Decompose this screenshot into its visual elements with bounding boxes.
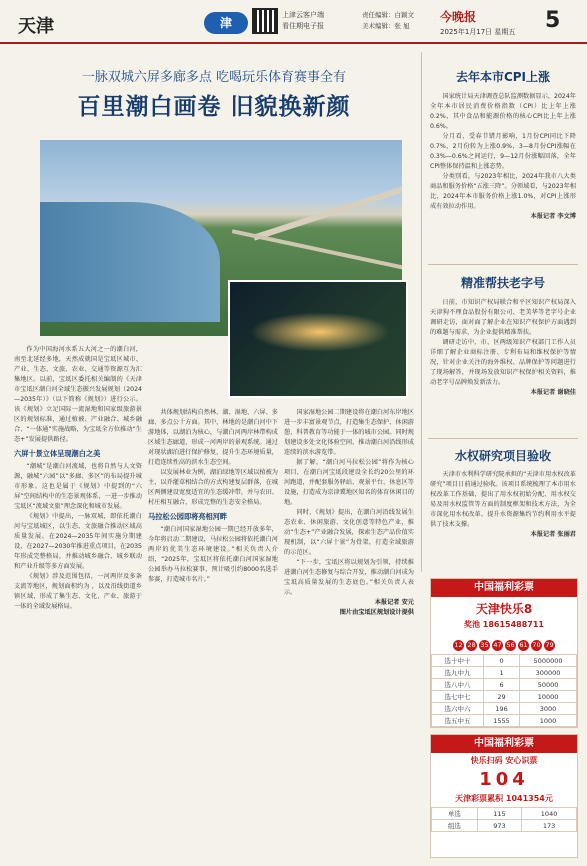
table-cell: 5000000 <box>520 655 577 667</box>
paragraph: 以发展林业为例，湖泊绿地等区域以植被为主，以乔灌草相结合的方式构建复层群落，在城区两侧建设宽度适宜的生态缓冲带，并与农田、村庄相互融合，形成完整的生态安全格局。 <box>148 469 278 506</box>
qr-caption-line2: 看住期电子报 <box>282 22 324 30</box>
jackpot-amount: 奖池 18615488711 <box>463 620 544 629</box>
table-cell: 选五中五 <box>432 715 484 727</box>
paragraph: 调研走访中，市、区两级知识产权部门工作人员详细了解企业商标注册、专利布局和维权保护等情况，针对企业关注的海外维权、品牌保护等问题进行了现场解答，并现场发放知识产权保护相关资料，推动老字号品牌焕发新活力。 <box>430 339 576 386</box>
article-column-1 <box>14 345 142 850</box>
article-headline: 百里潮白画卷 旧貌换新颜 <box>77 94 351 120</box>
article-byline: 本报记者 张丽君 <box>530 531 576 538</box>
welfare-lottery-logo: 中国福利彩票 <box>431 735 577 753</box>
table-row <box>432 703 577 715</box>
table-cell: 29 <box>483 691 519 703</box>
sidebar-article-cpi <box>430 92 576 260</box>
table-cell: 50000 <box>520 679 577 691</box>
section-rule <box>428 438 578 439</box>
sidebar-title-water: 水权研究项目验收 <box>454 449 551 463</box>
number-ball: 47 <box>493 641 502 649</box>
paragraph: 同时，《规划》提出，在潮白河沿线发展生态农业、休闲旅游、文化创意等特色产业，推动“生态+”产业融合发展，探索生态产品价值实现机制，以“六屏十景”为骨架，打造全域旅游的示范区。 <box>284 509 414 556</box>
page-number: 5 <box>545 8 561 33</box>
paragraph: 作为中国海河水系五大河之一的潮白河，南至北延经多地，天然成就国是宝坻区城市、产业、生态、文旅、农业、交通等资源互为汇集地区。以前，宝坻区委托相关编制的《天津市宝坻区潮白河全域生态振兴发展规划（2024—2035年）》（以下简称《规划》）进行公示。该《规划》立足国际一流湿地和国家级旅游景区的规划标准，通过植被、产业融合、城乡融合、“一体通”实施战略，为宝坻全方位推动“生态+”发展提供路径。 <box>14 346 142 443</box>
table-cell: 单选 <box>432 808 478 820</box>
paragraph: “下一步，宝坻区将以规划为引领，持续推进潮白河生态修复与综合开发，推动潮白河成为宝坻高质量发展的生态底色。”相关负责人表示。 <box>284 559 414 596</box>
welfare-lottery-logo: 中国福利彩票 <box>431 579 577 597</box>
night-scene-photo <box>228 280 408 398</box>
lottery-ad-keno[interactable] <box>430 578 578 728</box>
lottery-slogan: 快乐扫码 安心识票 <box>470 756 538 765</box>
lottery-ad-3d[interactable] <box>430 734 578 858</box>
jackpot-amount: 天津彩票累积 1041354元 <box>455 794 553 803</box>
number-ball: 35 <box>480 641 489 649</box>
number-ball: 28 <box>467 641 476 649</box>
table-cell: 选十中十 <box>432 655 484 667</box>
article-byline: 本报记者 李文博 <box>530 213 576 220</box>
table-row <box>432 715 577 727</box>
qr-caption <box>282 10 324 32</box>
paragraph: 《规划》涉及范围包括，一河两岸及多条支流等地区，规划面积约为 ，以及沿线街道乡镇区域，形成了集生态、文化、产业、旅游于一体的全域发展格局。 <box>14 573 142 610</box>
road-shape <box>253 185 402 240</box>
sidebar-article-brand <box>430 298 576 418</box>
article-byline: 本报记者 安元 <box>374 599 414 606</box>
table-cell: 6 <box>483 679 519 691</box>
table-cell: 0 <box>483 655 519 667</box>
photo-credit: 图片由宝坻区规划设计提供 <box>339 609 414 616</box>
river-shape <box>40 202 220 322</box>
article-kicker: 一脉双城六屏多廊多点 吃喝玩乐体育赛事全有 <box>81 70 347 85</box>
paragraph: “潮城”是潮白河流域，也将自然与人文资源，融城“六园”以“多廊、多区”的布局提升城市形象。这也是属于《规划》中提到的“六屏”空间结构中的生态景观体系，一进一步推动宝坻区“流域文旅”理念深化和城市发展。 <box>14 463 142 510</box>
section-city: 天津 <box>18 16 54 37</box>
paragraph: 据了解，“潮白河马拉松公园”将作为核心项目，在潮白河宝坻段建设全长约20公里的环河跑道，并配套服务驿站、观景平台、休息区等设施，打造成为京津冀地区知名的体育休闲目的地。 <box>284 459 414 506</box>
sidebar-title-brand: 精准帮扶老字号 <box>460 276 545 290</box>
paragraph: 《规划》中提出，一脉双城，即依托潮白河与宝坻城区，以生态、文旅融合推动区域高质量发展。在2024—2035年间实施分期建设，在2027—2030年推进重点项目，在2035年形成完整格局，并推动城乡融合、城乡联动和产业升级等多方面发展。 <box>14 513 142 570</box>
section-rule <box>428 264 578 265</box>
draw-digits: 104 <box>479 769 529 790</box>
editor-line2: 美术编辑：张 旭 <box>362 22 410 30</box>
road-shape <box>232 229 402 274</box>
paragraph: 分月看，受春节错月影响，1月份CPI同比下降0.7%，2月份转为上涨0.9%，3—8月份CPI涨幅在0.3%—0.6%之间运行，9—12月份涨幅回落，全年CPI整体保持温和上涨态势。 <box>430 133 576 170</box>
article-subheading: 马拉松公园即将亮相河畔 <box>148 512 228 521</box>
article-column-3 <box>284 408 414 853</box>
winning-numbers <box>431 632 577 651</box>
qr-code-icon[interactable] <box>252 8 278 34</box>
tianjin-logo-icon: 津 <box>204 12 248 34</box>
table-cell: 115 <box>477 808 521 820</box>
prize-table <box>431 654 577 727</box>
number-ball: 61 <box>519 641 528 649</box>
lottery-game-name: 天津快乐8 <box>475 602 533 616</box>
table-cell: 1040 <box>522 808 577 820</box>
sidebar-title-cpi: 去年本市CPI上涨 <box>455 70 551 84</box>
table-row <box>432 808 577 820</box>
table-cell: 1555 <box>483 715 519 727</box>
table-cell: 10000 <box>520 691 577 703</box>
table-cell: 选九中九 <box>432 667 484 679</box>
column-divider <box>421 52 422 572</box>
table-cell: 1 <box>483 667 519 679</box>
table-cell: 196 <box>483 703 519 715</box>
prize-table <box>431 807 577 832</box>
paragraph: 日前，市知识产权局联合和平区知识产权局深入天津狗不理食品股份有限公司、老美华等老字号企业调研走访，面对面了解企业在知识产权保护方面遇到的难题与需求，为企业提供精准帮扶。 <box>430 299 576 336</box>
table-row <box>432 691 577 703</box>
sidebar-article-water <box>430 470 576 570</box>
number-ball: 70 <box>532 641 541 649</box>
light-glow <box>250 312 390 352</box>
article-byline: 本报记者 谢晓佳 <box>530 389 576 396</box>
qr-caption-line1: 上津云客户端 <box>282 11 324 19</box>
editor-line1: 责任编辑：白颖文 <box>362 11 414 19</box>
newspaper-name: 今晚报 <box>440 10 477 24</box>
table-row <box>432 820 577 832</box>
table-cell: 173 <box>522 820 577 832</box>
editor-credits <box>362 10 414 32</box>
article-subheading: 六屏十景立体呈现潮白之美 <box>14 449 101 458</box>
paragraph: 共体规划结构自然林、湖、湿地、六屏、多廊、多点公十方面。其中，林地的是潮白河中下游地体，以湖泊为核心，与潮白河两岸林带构成区域生态廊道，形成一河两岸的景观系统。通过对现状湖泊进行保护修复，提升生态环境质量，打造连续性高的滨水生态空间。 <box>148 409 278 466</box>
paragraph: “潮白河国家湿地公园一期已经开放多年，今年将启动二期建设，马拉松公园将依托潮白河两岸的优美生态环境建设。”相关负责人介绍，“2025年，宝坻区将依托潮白河国家湿地公园举办马拉松赛事，预计吸引约8000名选手参赛，打造城市名片。” <box>148 526 278 583</box>
table-cell: 组选 <box>432 820 478 832</box>
article-column-2 <box>148 408 278 853</box>
number-ball: 79 <box>545 641 554 649</box>
issue-date: 2025年1月17日 星期五 <box>440 28 516 36</box>
table-row <box>432 655 577 667</box>
page-header <box>0 0 587 44</box>
number-ball: 12 <box>454 641 463 649</box>
table-cell: 选八中八 <box>432 679 484 691</box>
table-cell: 3000 <box>520 703 577 715</box>
number-ball: 56 <box>506 641 515 649</box>
table-cell: 973 <box>477 820 521 832</box>
table-cell: 300000 <box>520 667 577 679</box>
paragraph: 天津市水利科学研究院承担的“天津市用水权改革研究”项目日前通过验收。该项目系统梳理了本市用水权改革工作基础，提出了用水权初始分配、用水权交易及用水权监管等方面的制度框架和技术方法，为全市深化用水权改革、提升水资源集约节约利用水平提供了技术支撑。 <box>430 471 576 528</box>
paragraph: 国家统计局天津调查总队监测数据显示，2024年全年本市居民消费价格指数（CPI）比上年上涨0.2%，其中食品和能源价格的核心CPI比上年上涨0.6%。 <box>430 93 576 130</box>
table-cell: 选七中七 <box>432 691 484 703</box>
paragraph: 分类别看，与2023年相比，2024年我市八大类商品和服务价格“五涨三降”。分领域看，与2023年相比，2024年本市服务价格上涨1.0%，对CPI上涨形成有效拉动作用。 <box>430 173 576 210</box>
table-row <box>432 679 577 691</box>
table-cell: 1000 <box>520 715 577 727</box>
table-cell: 选六中六 <box>432 703 484 715</box>
paragraph: 国家湿地公园二期建设将在潮白河东岸地区进一步丰富景观节点，打造集生态保护、休闲游憩、科普教育等功能于一体的城市公园。同时规划建设多处文化体验空间，推动潮白河沿线形成连续的滨水游览带。 <box>284 409 414 456</box>
table-row <box>432 667 577 679</box>
